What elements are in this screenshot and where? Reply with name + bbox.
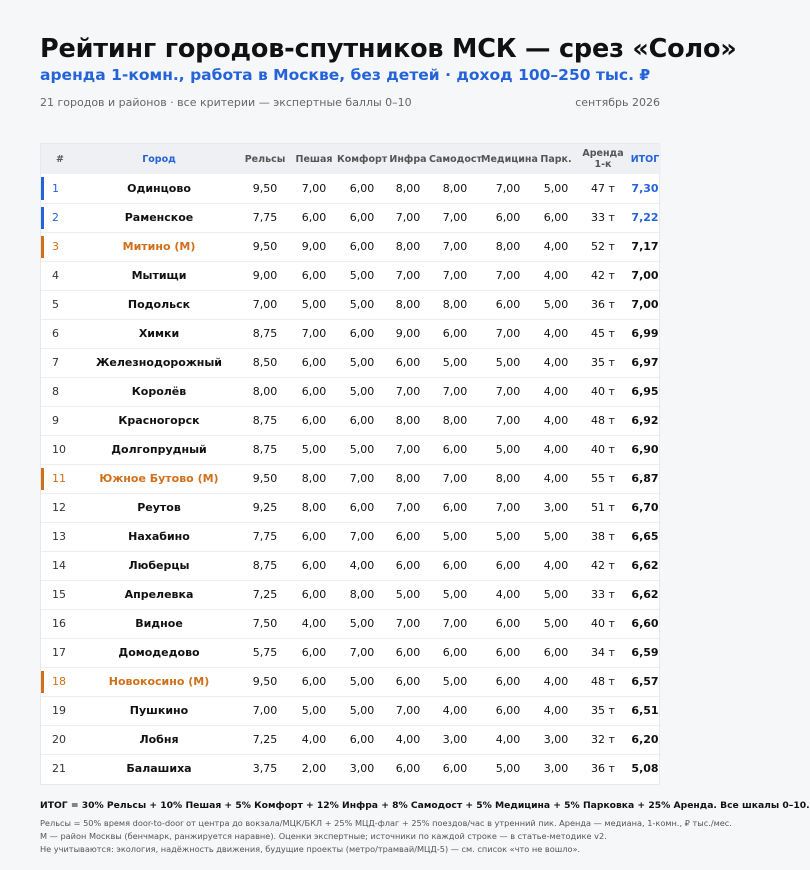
cell-rent: 35 т	[591, 356, 615, 369]
cell-city: Мытищи	[131, 269, 187, 282]
cell-comfort: 3,00	[349, 762, 375, 776]
cell-rent: 40 т	[591, 443, 615, 456]
table-row	[41, 696, 661, 725]
cell-city: Долгопрудный	[111, 443, 207, 456]
cell-self: 7,00	[442, 269, 468, 282]
cell-rent: 34 т	[591, 646, 615, 659]
cell-comfort: 6,00	[349, 240, 375, 253]
cell-rent: 33 т	[591, 211, 615, 224]
table-row	[41, 725, 661, 754]
meta-info: 21 городов и районов · все критерии — экспертные баллы 0–10	[40, 96, 412, 109]
cell-self: 7,00	[442, 211, 468, 224]
cell-city: Пушкино	[129, 704, 189, 717]
cell-rent: 35 т	[591, 704, 615, 717]
cell-self: 7,00	[442, 240, 468, 253]
cell-walk: 6,00	[301, 646, 327, 659]
cell-parking: 4,00	[543, 472, 569, 485]
table-row	[41, 290, 661, 319]
publication-date: сентябрь 2026	[575, 96, 660, 109]
cell-rank: 16	[52, 617, 66, 630]
cell-walk: 6,00	[301, 588, 327, 601]
col-header-rent: Аренда 1-к	[582, 148, 624, 170]
cell-rank: 5	[52, 298, 59, 311]
ranking-table	[41, 144, 661, 783]
cell-rank: 1	[41, 174, 79, 203]
cell-city: Железнодорожный	[95, 356, 223, 369]
cell-rent: 52 т	[591, 240, 615, 253]
cell-rails: 8,00	[252, 385, 278, 398]
table-row	[41, 638, 661, 667]
cell-rails: 9,50	[252, 181, 278, 195]
cell-rent: 32 т	[591, 733, 615, 746]
cell-rank: 18	[41, 667, 79, 696]
cell-infra: 7,00	[395, 617, 421, 630]
cell-rank: 12	[52, 501, 66, 514]
cell-parking: 4,00	[543, 240, 569, 253]
cell-medicine: 7,00	[495, 269, 521, 282]
cell-rent: 40 т	[591, 385, 615, 398]
cell-total: 6,59	[631, 646, 659, 659]
col-header-total: ИТОГ	[630, 153, 660, 165]
cell-parking: 4,00	[543, 385, 569, 398]
cell-total: 6,92	[631, 414, 659, 427]
table-header-row	[41, 144, 661, 174]
cell-infra: 8,00	[395, 414, 421, 427]
cell-rails: 8,75	[252, 443, 278, 456]
cell-total: 7,22	[631, 211, 659, 224]
cell-medicine: 5,00	[495, 530, 521, 543]
footnote-excluded: Не учитываются: экология, надёжность движения, будущие проекты (метро/трамвай/МЦД-5) — см. список «что не вошло».	[40, 844, 581, 854]
cell-walk: 5,00	[301, 443, 327, 456]
cell-city: Апрелевка	[124, 588, 194, 601]
cell-self: 6,00	[442, 559, 468, 572]
cell-rails: 7,75	[252, 530, 278, 543]
col-header-medicine: Медицина	[481, 153, 538, 165]
cell-walk: 7,00	[301, 181, 327, 195]
cell-walk: 6,00	[301, 211, 327, 224]
cell-parking: 4,00	[543, 675, 569, 688]
cell-comfort: 5,00	[349, 443, 375, 456]
cell-medicine: 5,00	[495, 762, 521, 776]
cell-rent: 38 т	[591, 530, 615, 543]
cell-city: Южное Бутово (М)	[99, 472, 219, 485]
footnote-moscow: М — район Москвы (бенчмарк, ранжируется наравне). Оценки экспертные; источники по каждой строке — в статье-методике v2.	[40, 831, 607, 841]
cell-comfort: 5,00	[349, 617, 375, 630]
cell-comfort: 5,00	[349, 269, 375, 282]
cell-infra: 6,00	[395, 762, 421, 776]
table-row	[41, 609, 661, 638]
cell-self: 8,00	[442, 414, 468, 427]
cell-medicine: 7,00	[495, 181, 521, 195]
cell-self: 6,00	[442, 327, 468, 340]
cell-infra: 8,00	[395, 472, 421, 485]
cell-rank: 2	[41, 203, 79, 232]
cell-rails: 5,75	[252, 646, 278, 659]
cell-self: 4,00	[442, 704, 468, 717]
cell-walk: 6,00	[301, 530, 327, 543]
cell-rank: 13	[52, 530, 66, 543]
cell-parking: 4,00	[543, 704, 569, 717]
cell-parking: 6,00	[543, 646, 569, 659]
cell-self: 5,00	[442, 356, 468, 369]
cell-walk: 6,00	[301, 385, 327, 398]
cell-parking: 4,00	[543, 559, 569, 572]
cell-total: 6,90	[631, 443, 659, 456]
cell-parking: 6,00	[543, 211, 569, 224]
cell-walk: 4,00	[301, 733, 327, 746]
col-header-rails: Рельсы	[244, 153, 286, 165]
cell-medicine: 6,00	[495, 617, 521, 630]
cell-rails: 7,50	[252, 617, 278, 630]
cell-parking: 5,00	[543, 588, 569, 601]
cell-comfort: 7,00	[349, 472, 375, 485]
table-row	[41, 580, 661, 609]
table-row	[41, 319, 661, 348]
cell-infra: 6,00	[395, 646, 421, 659]
cell-rent: 36 т	[591, 298, 615, 311]
cell-medicine: 6,00	[495, 704, 521, 717]
table-row	[41, 203, 661, 232]
cell-comfort: 5,00	[349, 298, 375, 311]
cell-rails: 9,25	[252, 501, 278, 514]
cell-comfort: 5,00	[349, 675, 375, 688]
cell-rent: 51 т	[591, 501, 615, 514]
cell-rank: 3	[41, 232, 79, 261]
cell-self: 5,00	[442, 588, 468, 601]
ranking-table-card	[40, 143, 660, 785]
table-row	[41, 522, 661, 551]
cell-infra: 7,00	[395, 704, 421, 717]
cell-walk: 5,00	[301, 704, 327, 717]
cell-comfort: 5,00	[349, 356, 375, 369]
cell-medicine: 4,00	[495, 733, 521, 746]
cell-infra: 6,00	[395, 530, 421, 543]
cell-walk: 6,00	[301, 675, 327, 688]
cell-infra: 9,00	[395, 327, 421, 340]
cell-comfort: 8,00	[349, 588, 375, 601]
table-row	[41, 667, 661, 696]
cell-rails: 7,00	[252, 704, 278, 717]
cell-comfort: 6,00	[349, 327, 375, 340]
cell-total: 6,51	[631, 704, 659, 717]
cell-medicine: 7,00	[495, 385, 521, 398]
col-header-rank: #	[56, 153, 64, 165]
cell-total: 7,17	[631, 240, 659, 253]
cell-rent: 36 т	[591, 762, 615, 776]
cell-total: 5,08	[631, 762, 659, 776]
cell-city: Королёв	[131, 385, 187, 398]
cell-walk: 9,00	[301, 240, 327, 253]
cell-rank: 7	[52, 356, 59, 369]
cell-parking: 5,00	[543, 617, 569, 630]
cell-medicine: 7,00	[495, 501, 521, 514]
cell-medicine: 6,00	[495, 675, 521, 688]
cell-comfort: 7,00	[349, 646, 375, 659]
cell-walk: 6,00	[301, 559, 327, 572]
cell-walk: 6,00	[301, 269, 327, 282]
cell-infra: 7,00	[395, 269, 421, 282]
cell-infra: 6,00	[395, 559, 421, 572]
cell-medicine: 8,00	[495, 472, 521, 485]
cell-rails: 8,75	[252, 414, 278, 427]
col-header-city: Город	[142, 153, 176, 165]
cell-total: 6,20	[631, 733, 659, 746]
cell-city: Лобня	[139, 733, 179, 746]
cell-rank: 14	[52, 559, 66, 572]
cell-rank: 8	[52, 385, 59, 398]
cell-self: 7,00	[442, 385, 468, 398]
cell-rank: 6	[52, 327, 59, 340]
cell-walk: 6,00	[301, 356, 327, 369]
cell-infra: 8,00	[395, 298, 421, 311]
cell-comfort: 6,00	[349, 211, 375, 224]
cell-comfort: 5,00	[349, 704, 375, 717]
cell-medicine: 5,00	[495, 356, 521, 369]
cell-medicine: 6,00	[495, 559, 521, 572]
cell-rank: 10	[52, 443, 66, 456]
cell-medicine: 6,00	[495, 646, 521, 659]
cell-total: 7,30	[631, 181, 659, 195]
cell-rent: 40 т	[591, 617, 615, 630]
cell-total: 6,95	[631, 385, 659, 398]
cell-city: Новокосино (М)	[108, 675, 210, 688]
cell-total: 6,87	[631, 472, 659, 485]
cell-rank: 21	[52, 762, 66, 776]
page-title: Рейтинг городов-спутников МСК — срез «Соло»	[40, 34, 737, 64]
cell-parking: 3,00	[543, 762, 569, 776]
cell-walk: 4,00	[301, 617, 327, 630]
cell-rails: 7,00	[252, 298, 278, 311]
cell-rails: 9,00	[252, 269, 278, 282]
cell-parking: 5,00	[543, 298, 569, 311]
cell-city: Балашиха	[126, 762, 192, 776]
cell-infra: 6,00	[395, 675, 421, 688]
cell-rails: 7,25	[252, 733, 278, 746]
cell-rent: 48 т	[591, 675, 615, 688]
cell-parking: 3,00	[543, 733, 569, 746]
cell-rent: 48 т	[591, 414, 615, 427]
cell-parking: 4,00	[543, 414, 569, 427]
cell-comfort: 6,00	[349, 501, 375, 514]
cell-rank: 4	[52, 269, 59, 282]
cell-infra: 7,00	[395, 501, 421, 514]
cell-city: Домодедово	[118, 646, 200, 659]
cell-city: Одинцово	[127, 181, 191, 195]
cell-rent: 47 т	[591, 181, 615, 195]
table-row	[41, 261, 661, 290]
cell-walk: 7,00	[301, 327, 327, 340]
cell-medicine: 7,00	[495, 414, 521, 427]
cell-total: 6,60	[631, 617, 659, 630]
cell-parking: 4,00	[543, 327, 569, 340]
cell-parking: 3,00	[543, 501, 569, 514]
cell-self: 8,00	[442, 298, 468, 311]
cell-walk: 2,00	[301, 762, 327, 776]
cell-rails: 7,75	[252, 211, 278, 224]
cell-total: 6,62	[631, 588, 659, 601]
cell-rent: 45 т	[591, 327, 615, 340]
cell-rank: 9	[52, 414, 59, 427]
cell-total: 6,70	[631, 501, 659, 514]
cell-rent: 42 т	[591, 559, 615, 572]
page-subtitle: аренда 1-комн., работа в Москве, без детей · доход 100–250 тыс. ₽	[40, 66, 651, 84]
cell-self: 5,00	[442, 675, 468, 688]
cell-rails: 7,25	[252, 588, 278, 601]
table-row	[41, 754, 661, 783]
formula-note: ИТОГ = 30% Рельсы + 10% Пешая + 5% Комфорт + 12% Инфра + 8% Самодост + 5% Медицина + 5% Парковка + 25% Аренда. Все шкалы 0–10.	[40, 800, 810, 811]
table-row	[41, 174, 661, 203]
cell-medicine: 8,00	[495, 240, 521, 253]
table-row	[41, 551, 661, 580]
cell-infra: 6,00	[395, 356, 421, 369]
cell-city: Митино (М)	[122, 240, 196, 253]
cell-walk: 8,00	[301, 472, 327, 485]
cell-medicine: 5,00	[495, 443, 521, 456]
table-row	[41, 493, 661, 522]
cell-comfort: 6,00	[349, 733, 375, 746]
cell-infra: 5,00	[395, 588, 421, 601]
cell-self: 7,00	[442, 472, 468, 485]
cell-walk: 8,00	[301, 501, 327, 514]
cell-comfort: 7,00	[349, 530, 375, 543]
table-row	[41, 232, 661, 261]
col-header-comfort: Комфорт	[337, 153, 388, 165]
cell-parking: 4,00	[543, 269, 569, 282]
table-row	[41, 377, 661, 406]
cell-comfort: 6,00	[349, 181, 375, 195]
cell-infra: 8,00	[395, 181, 421, 195]
cell-total: 6,57	[631, 675, 659, 688]
cell-self: 5,00	[442, 530, 468, 543]
cell-infra: 7,00	[395, 211, 421, 224]
cell-parking: 4,00	[543, 443, 569, 456]
cell-total: 6,62	[631, 559, 659, 572]
cell-parking: 5,00	[543, 530, 569, 543]
cell-infra: 4,00	[395, 733, 421, 746]
cell-medicine: 6,00	[495, 211, 521, 224]
table-row	[41, 406, 661, 435]
footnote-rails: Рельсы = 50% время door-to-door от центра до вокзала/МЦК/БКЛ + 25% МЦД-флаг + 25% поездов/час в утренний пик. Аренда — медиана, 1-комн., ₽ тыс./мес.	[40, 818, 732, 828]
cell-rent: 33 т	[591, 588, 615, 601]
cell-medicine: 7,00	[495, 327, 521, 340]
cell-rank: 20	[52, 733, 66, 746]
cell-infra: 8,00	[395, 240, 421, 253]
cell-medicine: 6,00	[495, 298, 521, 311]
cell-rails: 3,75	[252, 762, 278, 776]
col-header-parking: Парк.	[540, 153, 572, 165]
cell-rails: 8,75	[252, 559, 278, 572]
cell-self: 6,00	[442, 762, 468, 776]
cell-self: 6,00	[442, 443, 468, 456]
cell-rails: 8,75	[252, 327, 278, 340]
cell-self: 6,00	[442, 501, 468, 514]
cell-city: Подольск	[127, 298, 191, 311]
cell-parking: 5,00	[543, 181, 569, 195]
cell-city: Нахабино	[128, 530, 190, 543]
cell-rent: 42 т	[591, 269, 615, 282]
cell-self: 6,00	[442, 646, 468, 659]
cell-rails: 8,50	[252, 356, 278, 369]
cell-total: 6,65	[631, 530, 659, 543]
cell-rank: 17	[52, 646, 66, 659]
cell-self: 8,00	[442, 181, 468, 195]
cell-city: Раменское	[124, 211, 194, 224]
table-row	[41, 464, 661, 493]
cell-rent: 55 т	[591, 472, 615, 485]
cell-comfort: 6,00	[349, 414, 375, 427]
cell-parking: 4,00	[543, 356, 569, 369]
cell-city: Реутов	[137, 501, 181, 514]
table-row	[41, 435, 661, 464]
cell-rank: 19	[52, 704, 66, 717]
cell-comfort: 5,00	[349, 385, 375, 398]
cell-self: 3,00	[442, 733, 468, 746]
cell-city: Красногорск	[118, 414, 200, 427]
cell-walk: 5,00	[301, 298, 327, 311]
cell-walk: 6,00	[301, 414, 327, 427]
table-body	[41, 174, 661, 783]
cell-total: 7,00	[631, 298, 659, 311]
cell-self: 7,00	[442, 617, 468, 630]
cell-infra: 7,00	[395, 385, 421, 398]
cell-infra: 7,00	[395, 443, 421, 456]
cell-rails: 9,50	[252, 472, 278, 485]
col-header-self: Самодост	[429, 153, 483, 165]
table-row	[41, 348, 661, 377]
col-header-walk: Пешая	[295, 153, 333, 165]
cell-medicine: 4,00	[495, 588, 521, 601]
cell-city: Люберцы	[128, 559, 190, 572]
cell-city: Химки	[138, 327, 180, 340]
cell-rails: 9,50	[252, 240, 278, 253]
cell-total: 7,00	[631, 269, 659, 282]
cell-total: 6,97	[631, 356, 659, 369]
cell-comfort: 4,00	[349, 559, 375, 572]
cell-rails: 9,50	[252, 675, 278, 688]
cell-rank: 15	[52, 588, 66, 601]
cell-rank: 11	[41, 464, 79, 493]
cell-total: 6,99	[631, 327, 659, 340]
col-header-infra: Инфра	[389, 153, 427, 165]
cell-city: Видное	[135, 617, 183, 630]
